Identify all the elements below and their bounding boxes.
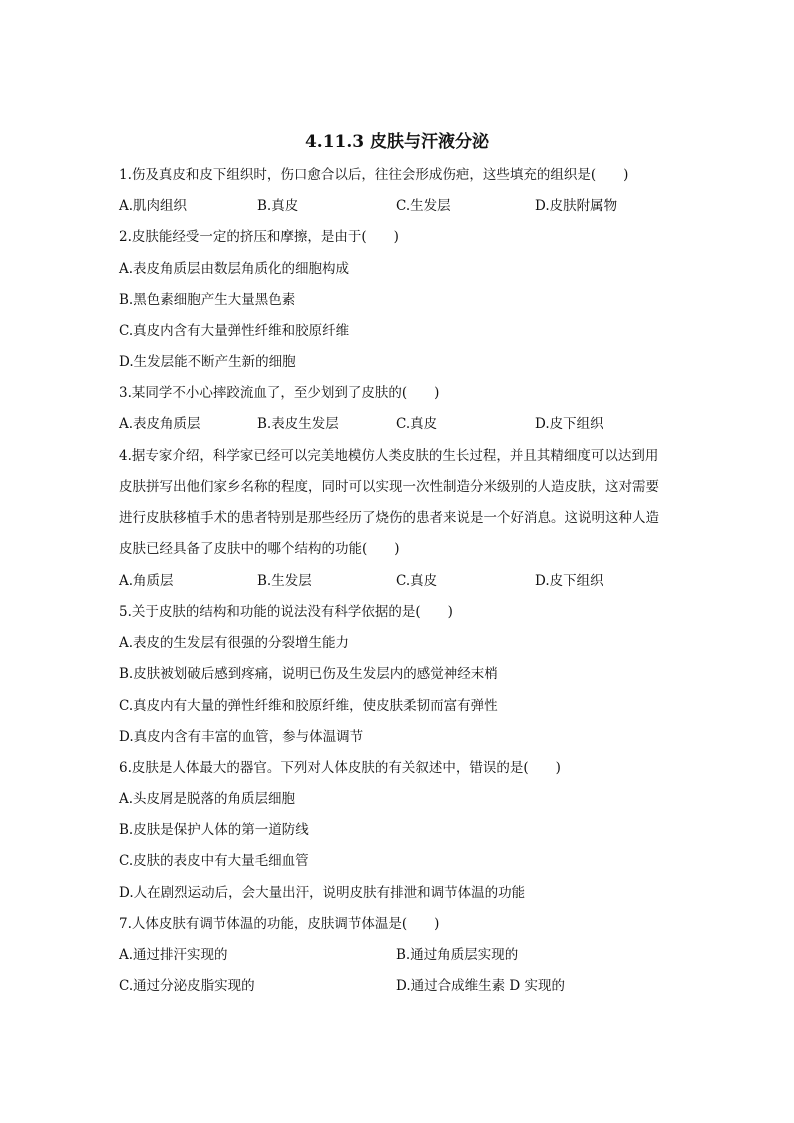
- question-3-options: [119, 416, 679, 432]
- question-2-option-d: D.生发层能不断产生新的细胞: [119, 354, 296, 370]
- option-c: C.生发层: [396, 198, 451, 214]
- question-4-stem-line: 4.据专家介绍，科学家已经可以完美地模仿人类皮肤的生长过程，并且其精细度可以达到用: [119, 448, 659, 464]
- option-d: D.皮下组织: [535, 416, 604, 432]
- option-c: C.真皮: [396, 416, 438, 432]
- question-4-options: [119, 573, 679, 589]
- question-5-option-b: B.皮肤被划破后感到疼痛，说明已伤及生发层内的感觉神经末梢: [119, 666, 498, 682]
- question-4-stem-line: 皮肤已经具备了皮肤中的哪个结构的功能( ): [119, 541, 400, 557]
- question-7-options-row-2: [119, 978, 679, 994]
- option-a: A.通过排汗实现的: [119, 947, 228, 963]
- question-5-option-a: A.表皮的生发层有很强的分裂增生能力: [119, 635, 350, 651]
- question-3-stem: 3.某同学不小心摔跤流血了，至少划到了皮肤的( ): [119, 385, 440, 401]
- question-7-options-row-1: [119, 947, 679, 963]
- question-2-option-b: B.黑色素细胞产生大量黑色素: [119, 292, 296, 308]
- question-6-option-a: A.头皮屑是脱落的角质层细胞: [119, 791, 296, 807]
- question-6-option-c: C.皮肤的表皮中有大量毛细血管: [119, 853, 309, 869]
- question-6-stem: 6.皮肤是人体最大的器官。下列对人体皮肤的有关叙述中，错误的是( ): [119, 760, 561, 776]
- page-title: 4.11.3 皮肤与汗液分泌: [304, 132, 490, 152]
- option-c: C.通过分泌皮脂实现的: [119, 978, 255, 994]
- option-d: D.通过合成维生素 D 实现的: [396, 978, 566, 994]
- question-5-option-d: D.真皮内含有丰富的血管，参与体温调节: [119, 729, 364, 745]
- question-5-stem: 5.关于皮肤的结构和功能的说法没有科学依据的是( ): [119, 604, 453, 620]
- question-4-stem-line: 进行皮肤移植手术的患者特别是那些经历了烧伤的患者来说是一个好消息。这说明这种人造: [119, 510, 659, 526]
- question-4-stem-line: 皮肤拼写出他们家乡名称的程度，同时可以实现一次性制造分米级别的人造皮肤，这对需要: [119, 479, 659, 495]
- option-b: B.真皮: [257, 198, 299, 214]
- option-a: A.表皮角质层: [119, 416, 201, 432]
- option-d: D.皮肤附属物: [535, 198, 618, 214]
- option-a: A.肌肉组织: [119, 198, 188, 214]
- option-a: A.角质层: [119, 573, 174, 589]
- question-6-option-d: D.人在剧烈运动后，会大量出汗，说明皮肤有排泄和调节体温的功能: [119, 885, 526, 901]
- question-1-stem: 1.伤及真皮和皮下组织时，伤口愈合以后，往往会形成伤疤，这些填充的组织是( ): [119, 167, 629, 183]
- question-7-stem: 7.人体皮肤有调节体温的功能，皮肤调节体温是( ): [119, 916, 440, 932]
- option-b: B.通过角质层实现的: [396, 947, 519, 963]
- option-c: C.真皮: [396, 573, 438, 589]
- question-1-options: [119, 198, 679, 214]
- question-6-option-b: B.皮肤是保护人体的第一道防线: [119, 822, 309, 838]
- question-2-option-a: A.表皮角质层由数层角质化的细胞构成: [119, 261, 350, 277]
- question-2-stem: 2.皮肤能经受一定的挤压和摩擦，是由于( ): [119, 229, 399, 245]
- option-b: B.生发层: [257, 573, 312, 589]
- option-d: D.皮下组织: [535, 573, 604, 589]
- question-2-option-c: C.真皮内含有大量弹性纤维和胶原纤维: [119, 323, 350, 339]
- question-5-option-c: C.真皮内有大量的弹性纤维和胶原纤维，使皮肤柔韧而富有弹性: [119, 698, 498, 714]
- option-b: B.表皮生发层: [257, 416, 339, 432]
